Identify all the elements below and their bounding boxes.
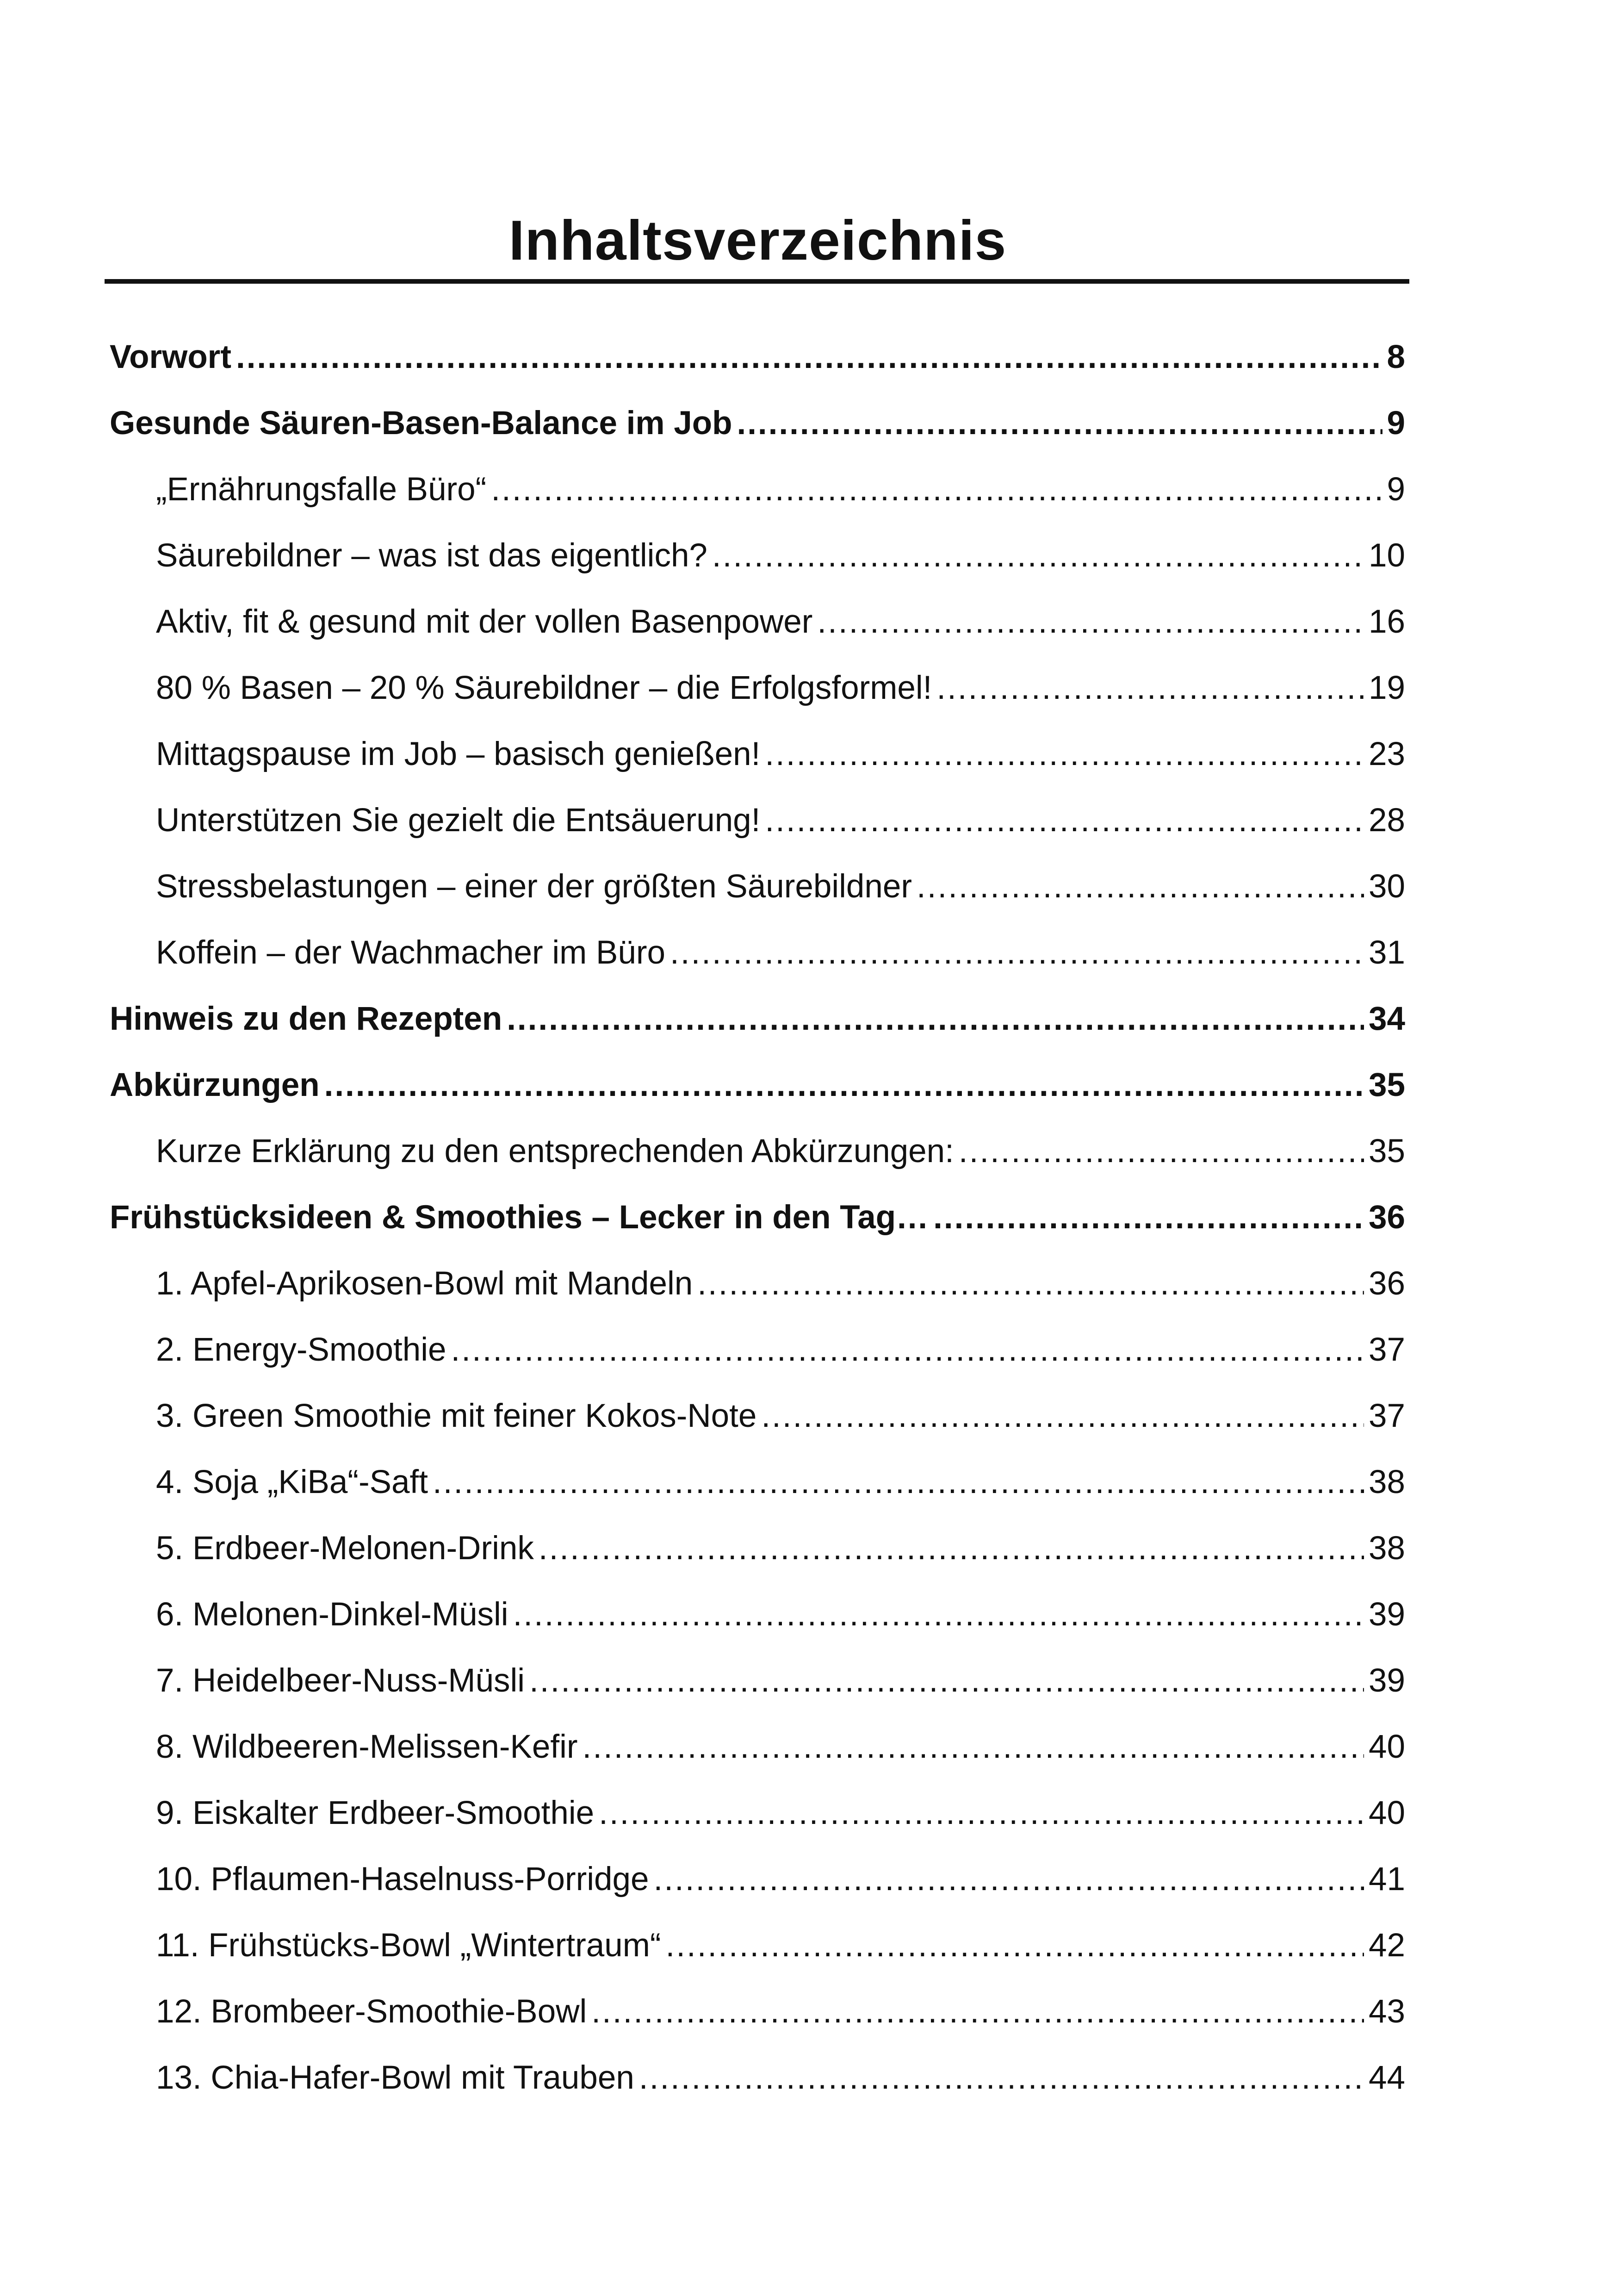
dot-leader (697, 1251, 1364, 1317)
dot-leader (583, 1714, 1364, 1780)
toc-entry-title: Koffein – der Wachmacher im Büro (156, 934, 665, 971)
toc-entry-title: 13. Chia-Hafer-Bowl mit Trauben (156, 2060, 634, 2096)
toc-page-number: 40 (1369, 1795, 1405, 1831)
toc-page-number: 44 (1369, 2060, 1405, 2096)
dot-leader (451, 1317, 1364, 1383)
toc-entry[interactable] (110, 589, 1405, 655)
toc-page-number: 16 (1369, 604, 1405, 640)
dot-leader (324, 1052, 1364, 1118)
toc-entry[interactable] (110, 1581, 1405, 1648)
toc-page-number: 38 (1369, 1464, 1405, 1500)
toc-page-number: 30 (1369, 868, 1405, 905)
toc-page-number: 43 (1369, 1993, 1405, 2030)
toc-entry[interactable] (110, 986, 1405, 1052)
dot-leader (654, 1846, 1364, 1912)
toc-entry[interactable] (110, 1383, 1405, 1449)
toc-entry[interactable] (110, 1118, 1405, 1184)
toc-entry[interactable] (110, 787, 1405, 853)
toc-entry[interactable] (110, 1648, 1405, 1714)
toc-page-number: 39 (1369, 1662, 1405, 1699)
dot-leader (765, 721, 1364, 787)
toc-entry[interactable] (110, 1515, 1405, 1581)
toc-page-number: 39 (1369, 1596, 1405, 1633)
dot-leader (529, 1648, 1364, 1714)
toc-page-number: 8 (1387, 339, 1405, 375)
toc-entry-title: Hinweis zu den Rezepten (110, 1001, 502, 1037)
toc-entry-title: Säurebildner – was ist das eigentlich? (156, 537, 707, 574)
toc-page-number: 38 (1369, 1530, 1405, 1567)
toc-entry[interactable] (110, 1184, 1405, 1251)
toc-entry-title: Aktiv, fit & gesund mit der vollen Basenpower (156, 604, 813, 640)
toc-entry-title: 10. Pflaumen-Haselnuss-Porridge (156, 1861, 649, 1898)
page-title: Inhaltsverzeichnis (508, 208, 1007, 272)
dot-leader (765, 787, 1364, 853)
toc-page-number: 36 (1369, 1265, 1405, 1302)
toc-entry-title: 4. Soja „KiBa“-Saft (156, 1464, 428, 1500)
toc-entry[interactable] (110, 721, 1405, 787)
toc-entry-title: Mittagspause im Job – basisch genießen! (156, 736, 761, 772)
toc-entry[interactable] (110, 390, 1405, 456)
dot-leader (599, 1780, 1364, 1846)
toc-entry[interactable] (110, 1449, 1405, 1515)
toc-page-number: 41 (1369, 1861, 1405, 1898)
dot-leader (670, 920, 1364, 986)
toc-entry[interactable] (110, 1846, 1405, 1912)
toc-entry[interactable] (110, 1912, 1405, 1979)
dot-leader (433, 1449, 1364, 1515)
toc-entry[interactable] (110, 2045, 1405, 2111)
toc-entry[interactable] (110, 1317, 1405, 1383)
toc-entry-title: Unterstützen Sie gezielt die Entsäuerung! (156, 802, 761, 839)
dot-leader (513, 1581, 1364, 1648)
toc-page-number: 35 (1369, 1133, 1405, 1170)
toc-entry-title: Kurze Erklärung zu den entsprechenden Abkürzungen: (156, 1133, 954, 1170)
dot-leader (591, 1979, 1364, 2045)
toc-entry[interactable] (110, 655, 1405, 721)
toc-entry[interactable] (110, 1251, 1405, 1317)
dot-leader (491, 456, 1382, 523)
toc-entry-title: 5. Erdbeer-Melonen-Drink (156, 1530, 534, 1567)
dot-leader (712, 523, 1364, 589)
dot-leader (639, 2045, 1364, 2111)
toc-entry-title: 8. Wildbeeren-Melissen-Kefir (156, 1729, 578, 1765)
toc-entry-title: 6. Melonen-Dinkel-Müsli (156, 1596, 508, 1633)
toc-entry-title: Frühstücksideen & Smoothies – Lecker in den Tag… (110, 1199, 929, 1236)
table-of-contents (110, 324, 1405, 2111)
toc-entry-title: 7. Heidelbeer-Nuss-Müsli (156, 1662, 525, 1699)
dot-leader (236, 324, 1382, 390)
toc-page-number: 40 (1369, 1729, 1405, 1765)
dot-leader (539, 1515, 1364, 1581)
toc-entry[interactable] (110, 523, 1405, 589)
dot-leader (666, 1912, 1364, 1979)
toc-entry-title: 12. Brombeer-Smoothie-Bowl (156, 1993, 587, 2030)
toc-page-number: 23 (1369, 736, 1405, 772)
dot-leader (959, 1118, 1364, 1184)
toc-page-number: 37 (1369, 1398, 1405, 1434)
toc-entry[interactable] (110, 920, 1405, 986)
toc-page-number: 31 (1369, 934, 1405, 971)
dot-leader (933, 1184, 1364, 1251)
toc-entry[interactable] (110, 324, 1405, 390)
toc-entry-title: 11. Frühstücks-Bowl „Wintertraum“ (156, 1927, 661, 1964)
toc-entry[interactable] (110, 1052, 1405, 1118)
toc-entry[interactable] (110, 1979, 1405, 2045)
toc-page-number: 9 (1387, 471, 1405, 508)
toc-entry-title: 9. Eiskalter Erdbeer-Smoothie (156, 1795, 595, 1831)
dot-leader (761, 1383, 1364, 1449)
toc-entry[interactable] (110, 1714, 1405, 1780)
toc-entry[interactable] (110, 456, 1405, 523)
toc-entry-title: Stressbelastungen – einer der größten Säurebildner (156, 868, 912, 905)
toc-page-number: 28 (1369, 802, 1405, 839)
dot-leader (507, 986, 1364, 1052)
toc-page-number: 10 (1369, 537, 1405, 574)
toc-entry[interactable] (110, 853, 1405, 920)
toc-entry-title: Abkürzungen (110, 1067, 320, 1103)
toc-page-number: 42 (1369, 1927, 1405, 1964)
toc-page-number: 35 (1369, 1067, 1405, 1103)
toc-page-number: 19 (1369, 670, 1405, 706)
toc-entry-title: Gesunde Säuren-Basen-Balance im Job (110, 405, 732, 442)
toc-entry[interactable] (110, 1780, 1405, 1846)
dot-leader (936, 655, 1364, 721)
toc-page-number: 37 (1369, 1332, 1405, 1368)
toc-page-number: 34 (1369, 1001, 1405, 1037)
title-divider (105, 279, 1409, 284)
toc-entry-title: 1. Apfel-Aprikosen-Bowl mit Mandeln (156, 1265, 693, 1302)
dot-leader (737, 390, 1382, 456)
dot-leader (917, 853, 1364, 920)
toc-entry-title: 2. Energy-Smoothie (156, 1332, 446, 1368)
dot-leader (817, 589, 1364, 655)
toc-entry-title: Vorwort (110, 339, 231, 375)
toc-entry-title: 3. Green Smoothie mit feiner Kokos-Note (156, 1398, 757, 1434)
toc-page-number: 36 (1369, 1199, 1405, 1236)
toc-page-number: 9 (1387, 405, 1405, 442)
toc-entry-title: „Ernährungsfalle Büro“ (156, 471, 487, 508)
toc-entry-title: 80 % Basen – 20 % Säurebildner – die Erfolgsformel! (156, 670, 932, 706)
